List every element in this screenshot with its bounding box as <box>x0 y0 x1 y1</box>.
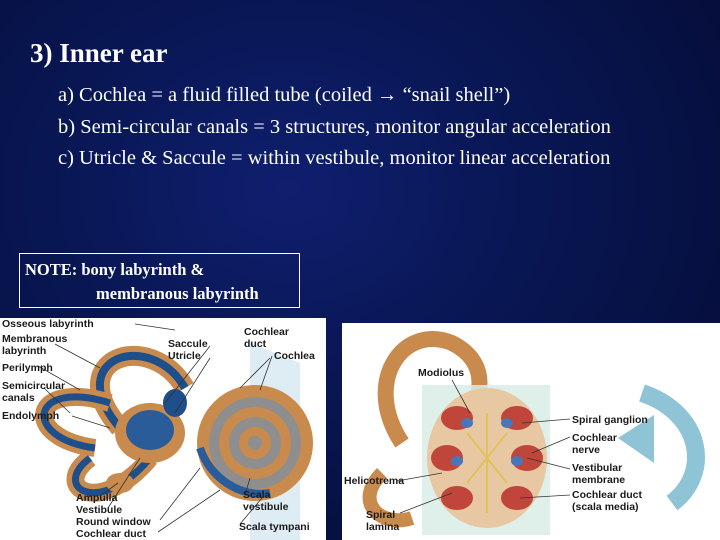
note-line-1: NOTE: bony labyrinth & <box>25 260 205 279</box>
label-modiolus: Modiolus <box>418 367 465 379</box>
label-spiral-ganglion: Spiral ganglion <box>572 414 648 426</box>
label-cochlear-duct-right-1: Cochlear duct <box>572 489 643 501</box>
label-spiral-lamina-2: lamina <box>366 521 400 533</box>
label-membranous-1: Membranous <box>2 333 68 345</box>
bullet-semicircular-canals: b) Semi-circular canals = 3 structures, monitor angular acceleration <box>58 115 611 138</box>
label-round-window: Round window <box>76 516 151 528</box>
label-semicircular-1: Semicircular <box>2 380 66 392</box>
label-cochlear-duct-1: Cochlear <box>244 326 289 338</box>
label-scala-vestibuli-1: Scala <box>243 489 271 501</box>
note-box <box>19 253 300 308</box>
cochlea-cross-section-figure <box>342 323 720 540</box>
label-scala-tympani: Scala tympani <box>239 521 310 533</box>
label-vestibule: Vestibule <box>76 504 123 516</box>
slide-title: 3) Inner ear <box>30 38 168 68</box>
label-vestibular-membrane-2: membrane <box>572 474 626 486</box>
bullet-cochlea: a) Cochlea = a fluid filled tube (coiled → “snail shell”) <box>58 84 511 106</box>
label-cochlear-nerve-1: Cochlear <box>572 432 617 444</box>
label-osseous-labyrinth: Osseous labyrinth <box>2 318 94 330</box>
label-cochlear-duct-right-2: (scala media) <box>572 501 639 513</box>
bullet-utricle-saccule: c) Utricle & Saccule = within vestibule, monitor linear acceleration <box>58 147 611 169</box>
label-cochlea: Cochlea <box>274 350 315 362</box>
label-scala-vestibuli-2: vestibule <box>243 501 289 513</box>
label-cochlear-duct-bottom: Cochlear duct <box>76 528 147 540</box>
cochlea-illustration <box>342 323 720 540</box>
inner-ear-labyrinth-figure <box>0 318 326 540</box>
label-endolymph: Endolymph <box>2 410 60 422</box>
label-membranous-2: labyrinth <box>2 345 47 357</box>
bullet-list <box>58 80 611 175</box>
label-vestibular-membrane-1: Vestibular <box>572 462 623 474</box>
note-line-2: membranous labyrinth <box>96 284 259 303</box>
label-cochlear-nerve-2: nerve <box>572 444 601 456</box>
label-ampulla: Ampulla <box>76 492 118 504</box>
label-cochlear-duct-2: duct <box>244 338 267 350</box>
label-utricle: Utricle <box>168 350 201 362</box>
label-helicotrema: Helicotrema <box>344 475 405 487</box>
label-perilymph: Perilymph <box>2 362 53 374</box>
label-saccule: Saccule <box>168 338 208 350</box>
label-semicircular-2: canals <box>2 392 35 404</box>
label-spiral-lamina-1: Spiral <box>366 509 396 521</box>
